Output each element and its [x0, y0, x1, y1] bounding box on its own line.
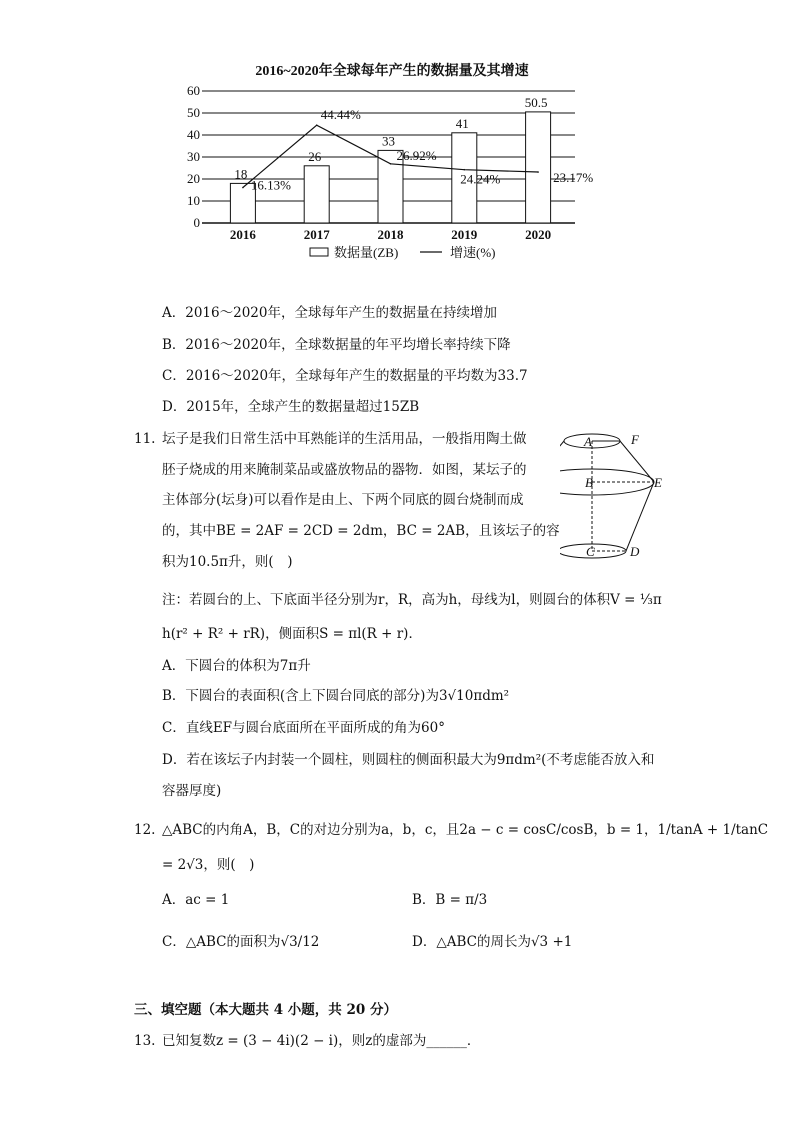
x-tick-label-2019: 2019 — [451, 227, 478, 242]
x-axis-ticks — [230, 227, 551, 242]
q12-option-c: C．△ABC的面积为√3/12 — [162, 934, 320, 950]
q11-option-d: D．若在该坛子内封装一个圆柱，则圆柱的侧面积最大为9πdm²(不考虑能否放入和 — [162, 752, 655, 768]
x-tick-label-2017: 2017 — [303, 227, 330, 242]
q10-option-a: A．2016～2020年，全球每年产生的数据量在持续增加 — [162, 305, 497, 321]
q11-option-d-continued: 容器厚度) — [162, 783, 222, 799]
legend-bar-swatch — [310, 248, 328, 256]
q11-option-c: C．直线EF与圆台底面所在平面所成的角为60° — [162, 720, 445, 736]
x-tick-label-2018: 2018 — [377, 227, 404, 242]
x-tick-label-2020: 2020 — [525, 227, 552, 242]
growth-value-label-2017: 44.44% — [320, 107, 361, 123]
q12-option-b: B．B = π/3 — [412, 892, 488, 908]
x-tick-label-2016: 2016 — [229, 227, 256, 242]
growth-point-2016 — [242, 187, 244, 189]
q11-line-1: 坛子是我们日常生活中耳熟能详的生活用品，一般指用陶土做 — [162, 431, 527, 447]
chart-legend — [310, 245, 496, 260]
point-label-d: D — [630, 544, 640, 559]
growth-point-2017 — [316, 124, 318, 126]
jar-upper-left-side — [560, 441, 564, 482]
growth-point-2019 — [464, 169, 466, 171]
chart-title: 2016~2020年全球每年产生的数据量及其增速 — [255, 64, 529, 79]
point-label-e: E — [654, 475, 662, 490]
q11-number: 11. — [134, 431, 156, 447]
bar-2020 — [526, 112, 551, 223]
q11-line-4: 的，其中BE = 2AF = 2CD = 2dm，BC = 2AB，且该坛子的容 — [162, 523, 560, 539]
q11-line-5: 积为10.5π升，则( ) — [162, 554, 293, 570]
bar-value-label-2016: 18 — [234, 166, 248, 182]
y-tick-label-60: 60 — [187, 83, 200, 98]
section-heading-fill-in: 三、填空题（本大题共 4 小题，共 20 分） — [134, 1002, 397, 1018]
q13-text: 已知复数z = (3 − 4i)(2 − i)，则z的虚部为______． — [162, 1033, 481, 1049]
jar-upper-right-side — [620, 441, 654, 482]
point-label-a: A — [584, 434, 592, 449]
q10-option-c: C．2016～2020年，全球每年产生的数据量的平均数为33.7 — [162, 368, 528, 384]
bar-2017 — [304, 166, 329, 223]
point-label-c: C — [586, 544, 595, 559]
bar-value-label-2017: 26 — [308, 148, 322, 164]
bar-series — [230, 95, 550, 223]
point-label-b: B — [585, 475, 593, 490]
jar-figure — [560, 425, 680, 570]
q10-option-b: B．2016～2020年，全球数据量的年平均增长率持续下降 — [162, 337, 511, 353]
y-tick-label-30: 30 — [187, 149, 200, 164]
y-tick-label-0: 0 — [193, 215, 200, 230]
q12-line-1: △ABC的内角A，B，C的对边分别为a，b，c，且2a − c = cosC/cosB，b = 1，1/tanA + 1/tanC — [162, 822, 769, 838]
y-tick-label-10: 10 — [187, 193, 200, 208]
y-tick-label-20: 20 — [187, 171, 200, 186]
growth-point-2020 — [537, 171, 539, 173]
growth-value-label-2018: 26.92% — [396, 147, 437, 163]
bar-value-label-2020: 50.5 — [524, 94, 548, 110]
q11-option-a: A．下圆台的体积为7π升 — [162, 658, 311, 674]
y-tick-label-50: 50 — [187, 105, 200, 120]
growth-value-label-2016: 16.13% — [250, 177, 291, 193]
growth-point-2018 — [390, 163, 392, 165]
q11-line-3: 主体部分(坛身)可以看作是由上、下两个同底的圆台烧制而成 — [162, 492, 524, 508]
q12-line-2: = 2√3，则( ) — [162, 857, 255, 873]
y-axis-ticks — [187, 83, 200, 230]
q11-note-line-2: h(r² + R² + rR)，侧面积S = πl(R + r)． — [162, 626, 422, 642]
q12-number: 12. — [134, 822, 156, 838]
data-growth-chart — [170, 55, 620, 270]
bar-value-label-2018: 33 — [382, 133, 395, 149]
q11-line-2: 胚子烧成的用来腌制菜品或盛放物品的器物．如图，某坛子的 — [162, 462, 527, 478]
y-tick-label-40: 40 — [187, 127, 200, 142]
growth-value-label-2019: 24.24% — [460, 171, 501, 187]
legend-bar-label: 数据量(ZB) — [334, 245, 399, 260]
q12-option-a: A．ac = 1 — [162, 892, 230, 908]
q11-option-b: B．下圆台的表面积(含上下圆台同底的部分)为3√10πdm² — [162, 688, 510, 704]
bar-value-label-2019: 41 — [455, 115, 469, 131]
growth-value-label-2020: 23.17% — [553, 170, 594, 186]
q10-option-d: D．2015年，全球产生的数据量超过15ZB — [162, 399, 420, 415]
q12-option-d: D．△ABC的周长为√3 +1 — [412, 934, 573, 950]
q11-note-line-1: 注：若圆台的上、下底面半径分别为r，R，高为h，母线为l，则圆台的体积V = ⅓π — [162, 592, 662, 608]
legend-line-label: 增速(%) — [450, 245, 496, 260]
q13-number: 13. — [134, 1033, 156, 1049]
point-label-f: F — [631, 432, 639, 447]
